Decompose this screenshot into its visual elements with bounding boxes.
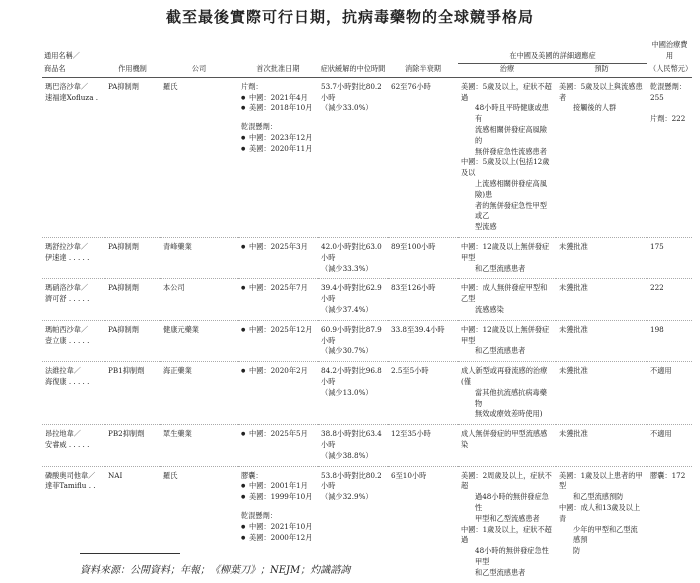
cost-line: 175 <box>650 242 664 252</box>
cost-line: 乾混懸劑：255 <box>650 81 686 102</box>
cell-prevention <box>556 238 647 279</box>
treatment-line: 上流感相關併發症高風險)患 <box>475 179 547 199</box>
cell-mechanism: PA抑制劑 <box>105 320 160 361</box>
approval-date-item: ● 中國：2023年12月 <box>241 133 315 144</box>
formulation-label: 乾混懸劑： <box>241 510 277 520</box>
prevention-line: 防 <box>573 546 581 556</box>
cell-company: 青峰藥業 <box>160 238 238 279</box>
approval-date-item: ● 中國：2001年1月 <box>241 481 315 492</box>
cell-drug-name <box>42 320 105 361</box>
symptom-time-line: （減少33.0%） <box>321 103 373 113</box>
drug-name-line: 昂拉地韋／ <box>45 429 81 439</box>
cost-line: 不適用 <box>650 429 672 439</box>
cell-approval-date <box>238 362 318 425</box>
drug-name-line: 海復康 . . . . . <box>45 377 90 387</box>
approval-date-item: ● 中國：2021年4月 <box>241 93 315 104</box>
treatment-line: 無併發症急性流感患者 <box>475 146 547 156</box>
header-symptom-time: 症狀緩解的中位時間 <box>318 64 388 78</box>
treatment-line: 者的無併發症急性甲型或乙 <box>475 200 547 221</box>
cost-line: 222 <box>650 283 664 293</box>
cell-treatment <box>458 425 556 466</box>
table-row <box>42 362 692 425</box>
symptom-time-line: （減少32.9%） <box>321 492 373 502</box>
prevention-line: 和乙型流感預防 <box>573 492 624 502</box>
page-title: 截至最後實際可行日期，抗病毒藥物的全球競爭格局 <box>165 8 534 26</box>
cost-line: 膠囊：172 <box>650 470 686 480</box>
approval-date-item: ● 中國：2025年3月 <box>241 242 315 253</box>
prevention-line: 美國：1歲及以上患者的甲型 <box>559 470 643 491</box>
symptom-time-line: （減少33.3%） <box>321 263 373 273</box>
cell-shedding-time: 12至35小時 <box>388 425 458 466</box>
cell-prevention <box>556 320 647 361</box>
cell-shedding-time: 89至100小時 <box>388 238 458 279</box>
treatment-line: 美國：5歲及以上，症狀不超過 <box>461 81 552 102</box>
cell-company: 羅氏 <box>163 81 178 91</box>
cell-cost <box>647 77 692 237</box>
header-name-line1: 通用名稱／ <box>44 50 80 60</box>
treatment-line: 中國：1歲及以上，症狀不超過 <box>461 524 552 545</box>
treatment-line: 成人無併發症的甲型流感感染 <box>461 429 548 449</box>
cell-approval-date <box>238 279 318 320</box>
approval-date-item: ● 美國：2018年10月 <box>241 103 315 114</box>
cell-drug-name <box>42 279 105 320</box>
cell-drug-name <box>42 362 105 425</box>
header-shedding-time: 消除半衰期 <box>388 64 458 78</box>
cell-treatment <box>458 77 556 237</box>
cell-treatment <box>458 320 556 361</box>
drug-name-line: 壹立康 . . . . . <box>45 335 90 345</box>
treatment-line: 和乙型流感患者 <box>475 567 526 577</box>
prevention-line: 接觸後的人群 <box>573 103 617 113</box>
cell-treatment <box>458 466 556 582</box>
cell-cost <box>647 238 692 279</box>
header-cost-line2: （人民幣元） <box>647 64 692 78</box>
drug-name-line: 伊速達 . . . . . <box>45 252 90 262</box>
symptom-time-line: 42.0小時對比63.0小時 <box>321 242 382 262</box>
cell-shedding-time: 62至76小時 <box>391 81 431 91</box>
header-name-line2: 商品名 <box>42 64 105 78</box>
header-mechanism: 作用機制 <box>105 64 160 78</box>
cell-shedding-time: 2.5至5小時 <box>388 362 458 425</box>
cell-symptom-time <box>318 362 388 425</box>
cell-drug-name <box>42 77 105 237</box>
drug-name-line: 瑪帕西沙韋／ <box>45 324 89 334</box>
cell-symptom-time <box>318 320 388 361</box>
cost-line: 198 <box>650 324 664 334</box>
formulation-label: 膠囊： <box>241 470 263 480</box>
cell-symptom-time <box>318 425 388 466</box>
approval-date-item: ● 中國：2025年12月 <box>241 325 315 336</box>
symptom-time-line: 53.7小時對比80.2小時 <box>321 81 382 102</box>
cell-treatment <box>458 362 556 425</box>
prevention-line: 未獲批准 <box>559 324 588 334</box>
approval-date-item: ● 中國：2021年10月 <box>241 522 315 533</box>
cell-approval-date <box>238 238 318 279</box>
source-note: 資料來源：公開資料；年報；《柳葉刀》；NEJM；灼識諮詢 <box>80 565 351 576</box>
cell-shedding-time: 6至10小時 <box>388 466 458 582</box>
header-treatment: 治療 <box>458 64 556 78</box>
treatment-line: 流感相關併發症高風險的 <box>475 125 547 145</box>
treatment-line: 當其他抗流感抗病毒藥物 <box>475 387 547 408</box>
cell-company: 健康元藥業 <box>160 320 238 361</box>
symptom-time-line: （減少38.8%） <box>321 450 373 460</box>
treatment-line: 甲型和乙型流感患者 <box>475 513 540 523</box>
cell-cost <box>647 320 692 361</box>
symptom-time-line: （減少30.7%） <box>321 346 373 356</box>
prevention-line: 未獲批准 <box>559 242 588 252</box>
symptom-time-line: 84.2小時對比96.8小時 <box>321 366 382 387</box>
treatment-line: 無效或療效差時使用) <box>475 409 543 419</box>
cell-company: 本公司 <box>160 279 238 320</box>
cell-company: 海正藥業 <box>160 362 238 425</box>
treatment-line: 美國：2周歲及以上，症狀不超 <box>461 470 552 491</box>
table-body <box>42 77 692 582</box>
header-prevention: 預防 <box>556 64 647 78</box>
cell-mechanism: PA抑制劑 <box>108 81 139 91</box>
treatment-line: 中國：成人無併發症甲型和乙型 <box>461 283 548 304</box>
prevention-line: 中國：成人和13歲及以上青 <box>559 502 641 523</box>
approval-date-item: ● 中國：2025年7月 <box>241 283 315 294</box>
treatment-line: 和乙型流感患者 <box>475 263 526 273</box>
drug-name-line: 瑪巴洛沙韋／ <box>45 81 89 91</box>
symptom-time-line: 53.8小時對比80.2小時 <box>321 470 382 491</box>
symptom-time-line: （減少13.0%） <box>321 387 373 397</box>
treatment-line: 48小時且平時健康或患有 <box>475 103 549 124</box>
prevention-line: 少年的甲型和乙型流感預 <box>573 524 638 545</box>
cell-drug-name <box>42 238 105 279</box>
cell-cost <box>647 466 692 582</box>
prevention-line: 未獲批准 <box>559 283 588 293</box>
cell-cost <box>647 362 692 425</box>
competition-table <box>42 40 692 583</box>
drug-name-line: 安睿威 . . . . . <box>45 440 90 449</box>
table-row <box>42 279 692 320</box>
header-company: 公司 <box>160 64 238 78</box>
cell-company: 羅氏 <box>160 466 238 582</box>
cell-prevention <box>556 362 647 425</box>
cell-mechanism: PB2抑制劑 <box>105 425 160 466</box>
cell-cost <box>647 279 692 320</box>
treatment-line: 流感感染 <box>475 305 504 315</box>
symptom-time-line: 39.4小時對比62.9小時 <box>321 283 382 304</box>
header-cost-line1: 中國治療費用 <box>651 40 688 60</box>
cell-drug-name <box>42 425 105 466</box>
table-row <box>42 238 692 279</box>
treatment-line: 中國：12歲及以上無併發症甲型 <box>461 324 550 345</box>
cell-mechanism: PA抑制劑 <box>105 279 160 320</box>
formulation-label: 乾混懸劑： <box>241 122 277 132</box>
treatment-line: 型流感 <box>475 222 497 232</box>
cell-shedding-time: 83至126小時 <box>388 279 458 320</box>
cell-prevention <box>556 279 647 320</box>
cell-prevention <box>556 77 647 237</box>
cell-symptom-time <box>318 77 388 237</box>
symptom-time-line: （減少37.4%） <box>321 305 373 315</box>
cell-mechanism: PA抑制劑 <box>105 238 160 279</box>
source-divider <box>80 553 180 554</box>
approval-date-item: ● 美國：1999年10月 <box>241 492 315 503</box>
drug-name-line: 速福達Xofluza . <box>45 92 99 102</box>
formulation-label: 片劑： <box>241 81 263 91</box>
cell-approval-date <box>238 425 318 466</box>
cell-treatment <box>458 238 556 279</box>
prevention-line: 未獲批准 <box>559 429 588 439</box>
approval-date-item: ● 中國：2025年5月 <box>241 429 315 440</box>
table-row <box>42 77 692 237</box>
cell-prevention <box>556 425 647 466</box>
cell-mechanism: NAI <box>105 466 160 582</box>
drug-name-line: 達菲Tamiflu . . <box>45 481 96 491</box>
approval-date-item: ● 美國：2000年12月 <box>241 533 315 544</box>
drug-name-line: 瑪舒拉沙韋／ <box>45 242 89 252</box>
symptom-time-line: 60.9小時對比87.9小時 <box>321 324 382 345</box>
cost-line: 片劑：222 <box>650 114 686 124</box>
header-approval-date: 首次批准日期 <box>238 64 318 78</box>
cell-approval-date <box>238 77 318 237</box>
treatment-line: 過48小時的無併發症急性 <box>475 492 549 512</box>
drug-name-line: 法維拉韋／ <box>45 366 81 376</box>
drug-name-line: 濟可舒 . . . . . <box>45 294 90 304</box>
cell-shedding-time: 33.8至39.4小時 <box>388 320 458 361</box>
cell-cost <box>647 425 692 466</box>
cell-symptom-time <box>318 279 388 320</box>
prevention-line: 未獲批准 <box>559 366 588 376</box>
treatment-line: 成人新型或再發流感的治療(僅 <box>461 366 548 387</box>
treatment-line: 中國：5歲及以上(包括12歲及以 <box>461 157 550 178</box>
approval-date-item: ● 美國：2020年11月 <box>241 144 315 155</box>
table-row <box>42 425 692 466</box>
drug-name-line: 磷酸奧司他韋／ <box>45 470 96 480</box>
symptom-time-line: 38.8小時對比63.4小時 <box>321 429 382 449</box>
treatment-line: 48小時的無併發症急性甲型 <box>475 546 549 566</box>
treatment-line: 和乙型流感患者 <box>475 346 526 356</box>
cell-symptom-time <box>318 238 388 279</box>
header-indication-group: 在中國及美國的詳細適應症 <box>458 40 647 64</box>
treatment-line: 中國：12歲及以上無併發症甲型 <box>461 242 550 262</box>
cost-line: 不適用 <box>650 366 672 376</box>
cell-prevention <box>556 466 647 582</box>
drug-name-line: 瑪硝洛沙韋／ <box>45 283 89 293</box>
prevention-line: 美國：5歲及以上與流感患者 <box>559 81 643 102</box>
approval-date-item: ● 中國：2020年2月 <box>241 366 315 377</box>
cell-approval-date <box>238 320 318 361</box>
cell-mechanism: PB1抑制劑 <box>105 362 160 425</box>
cell-company: 眾生藥業 <box>160 425 238 466</box>
table-row <box>42 320 692 361</box>
cell-treatment <box>458 279 556 320</box>
